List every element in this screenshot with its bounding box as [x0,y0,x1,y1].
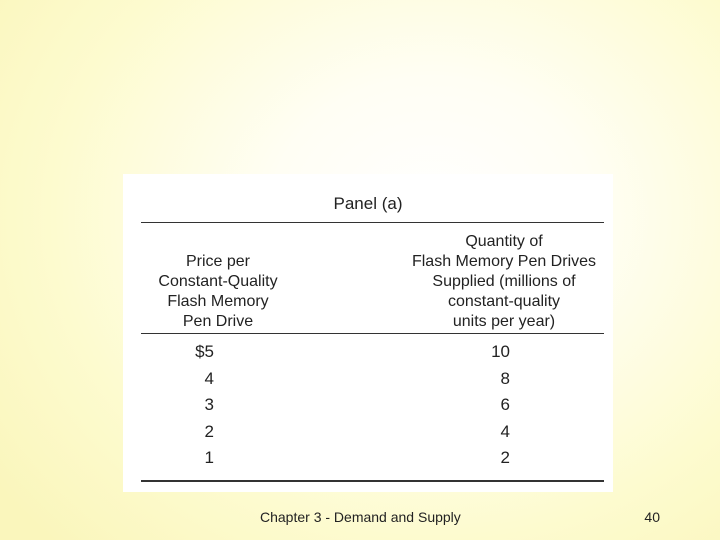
page-number: 40 [644,509,660,525]
quantity-header-line: units per year) [452,313,556,330]
price-cell: 1 [204,448,214,467]
quantity-cell: 8 [500,368,510,388]
quantity-cell: 2 [500,448,510,467]
table-row [123,422,613,449]
table-row [123,395,613,422]
price-cell: 4 [204,368,214,388]
price-header-line: Constant-Quality [158,273,278,290]
quantity-cell: 4 [500,421,510,441]
header-rule [141,333,604,334]
quantity-header-line: Quantity of [465,233,543,250]
quantity-cell: 10 [491,342,510,361]
price-header-line: Flash Memory [167,293,269,310]
quantity-column-header [395,232,613,332]
quantity-header-line: Flash Memory Pen Drives [411,253,597,270]
table-row [123,448,613,475]
price-header-line: Pen Drive [182,313,254,330]
table-row [123,342,613,369]
price-cell: $5 [195,342,214,361]
top-rule [141,222,604,223]
quantity-header-line: constant-quality [447,293,561,310]
price-column-header [135,252,301,332]
table-row [123,369,613,396]
bottom-rule [141,480,604,482]
panel-title: Panel (a) [333,194,403,213]
quantity-cell: 6 [500,395,510,414]
footer-chapter-title: Chapter 3 - Demand and Supply [260,509,461,525]
quantity-header-line: Supplied (millions of [432,273,576,290]
price-cell: 3 [204,395,214,414]
price-header-line: Price per [185,253,251,270]
price-cell: 2 [204,421,214,441]
supply-schedule-table [123,174,613,492]
